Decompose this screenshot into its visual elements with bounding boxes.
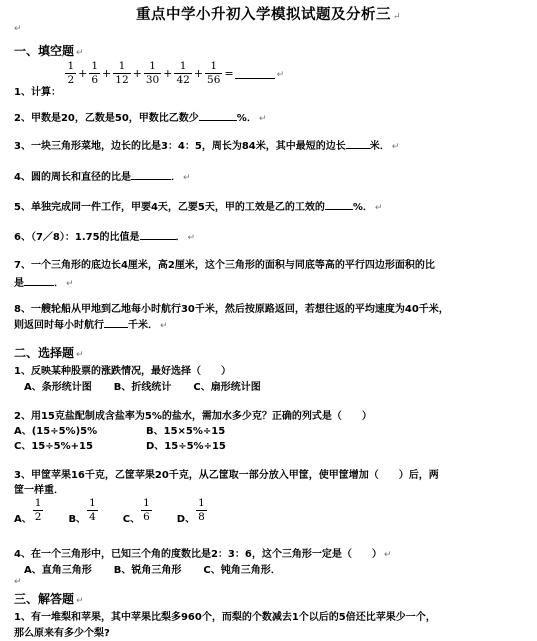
- option-b[interactable]: B、折线统计: [113, 382, 172, 393]
- numerator: 1: [143, 497, 150, 509]
- option-fraction: [87, 497, 98, 524]
- option-c[interactable]: C、15÷5%+15: [14, 441, 93, 452]
- answer-blank: [104, 317, 128, 328]
- option-a[interactable]: A、(15÷5%)5%: [14, 426, 98, 437]
- answer-blank: [24, 275, 54, 286]
- option-d[interactable]: D、15÷5%÷15: [146, 441, 226, 452]
- section-heading-multiple-choice: 二、选择题 ↵: [14, 346, 84, 360]
- denominator: 4: [89, 511, 96, 523]
- option-b[interactable]: B、15×5%÷15: [146, 426, 226, 437]
- answer-blank: [131, 169, 171, 180]
- denominator: 2: [34, 511, 42, 523]
- question-3-1-line1: 1、有一堆梨和苹果，其中苹果比梨多960个，而梨的个数减去1个以后的5倍还比苹果少一个，: [14, 612, 436, 623]
- numerator: 1: [174, 60, 191, 74]
- option-d[interactable]: [177, 497, 208, 524]
- question-1-6: 6、（7／8）：1.75的比值是 ． ↵: [14, 228, 195, 243]
- option-fraction: [33, 497, 44, 524]
- denominator: 6: [91, 74, 99, 86]
- option-a[interactable]: A、条形统计图: [24, 382, 92, 393]
- question-2-4-stem: 4、在一个三角形中，已知三个角的度数比是2：3：6，这个三角形一定是（ ） ↵: [14, 549, 392, 560]
- question-1-7-line2: 是 ． ↵: [14, 274, 74, 289]
- option-label: C、: [122, 513, 141, 525]
- question-1-2: 2、甲数是20，乙数是50，甲数比乙数少 %． ↵: [14, 109, 266, 124]
- numerator: 1: [198, 497, 205, 509]
- page-title: 重点中学小升初入学模拟试题及分析三 ↵: [135, 6, 402, 23]
- denominator: 56: [207, 74, 221, 86]
- numerator: 1: [144, 60, 161, 74]
- option-label: B、: [68, 513, 87, 525]
- question-1-8-line1: 8、一艘轮船从甲地到乙地每小时航行30千米，然后按原路返回，若想往返的平均速度为40千米，: [14, 304, 449, 315]
- denominator: 30: [145, 74, 160, 86]
- option-b[interactable]: [68, 497, 98, 524]
- denominator: 6: [143, 511, 150, 523]
- question-2-2-options-row1: [14, 422, 247, 437]
- section-heading-solve: 三、解答题 ↵: [14, 592, 84, 606]
- question-2-4-options: [24, 561, 303, 576]
- denominator: 8: [198, 511, 205, 523]
- answer-blank: [199, 110, 237, 121]
- paragraph-mark: ↵: [14, 24, 22, 34]
- option-label: D、: [176, 513, 196, 525]
- plus-sign: +: [78, 67, 88, 80]
- option-a[interactable]: A、直角三角形: [24, 565, 92, 576]
- denominator: 42: [176, 74, 190, 86]
- question-2-3-options: [14, 497, 232, 524]
- numerator: 1: [67, 60, 75, 72]
- answer-blank: [140, 229, 176, 240]
- fraction: [205, 60, 222, 87]
- numerator: 1: [205, 60, 222, 74]
- question-2-1-stem: 1、反映某种股票的涨跌情况，最好选择（ ）: [14, 366, 231, 377]
- fraction: [113, 60, 130, 87]
- question-2-3-line2: 筐一样重．: [14, 485, 64, 496]
- question-2-1-options: [24, 378, 283, 393]
- option-fraction: [196, 497, 207, 524]
- answer-blank: [235, 68, 275, 79]
- option-b[interactable]: B、锐角三角形: [113, 565, 182, 576]
- fraction: [174, 60, 191, 87]
- option-c[interactable]: C、钝角三角形．: [203, 565, 281, 576]
- paragraph-mark: ↵: [276, 69, 285, 80]
- section-heading-fill-in: 一、填空题 ↵: [14, 44, 84, 58]
- plus-sign: +: [132, 67, 142, 80]
- option-c[interactable]: [123, 497, 153, 524]
- question-2-3-line1: 3、甲筐苹果16千克，乙筐苹果20千克，从乙筐取一部分放入甲筐，使甲筐增加（ ）后，两: [14, 470, 439, 481]
- question-1-4: 4、圆的周长和直径的比是 ． ↵: [14, 168, 191, 183]
- question-1-3: 3、一块三角形菜地，边长的比是3：4：5，周长为84米，其中最短的边长 米． ↵: [14, 137, 399, 152]
- option-a[interactable]: [14, 497, 44, 524]
- fraction: [89, 60, 100, 87]
- denominator: 2: [67, 74, 75, 86]
- plus-sign: +: [102, 67, 112, 80]
- equals-sign: =: [224, 67, 234, 80]
- plus-sign: +: [163, 67, 173, 80]
- fraction: [144, 60, 161, 87]
- option-fraction: [141, 497, 152, 524]
- numerator: 1: [91, 60, 99, 72]
- fraction: [65, 60, 76, 87]
- denominator: 12: [115, 74, 129, 86]
- question-1-5: 5、单独完成同一件工作，甲要4天，乙要5天，甲的工效是乙的工效的 %． ↵: [14, 198, 382, 213]
- plus-sign: +: [193, 67, 204, 80]
- numerator: 1: [113, 60, 130, 74]
- question-1-7-line1: 7、一个三角形的底边长4厘米，高2厘米，这个三角形的面积与同底等高的平行四边形面积的比: [14, 260, 435, 271]
- option-label: A、: [14, 513, 32, 525]
- answer-blank: [325, 199, 353, 210]
- question-1-8-line2: 则返回时每小时航行 千米． ↵: [14, 316, 168, 331]
- question-1-1: 1、计算： $\frac{1}{2}$ + $\frac{1}{6}$ + $\frac{1}{12}$ + $\frac{1}{30}$ + $\frac{1}{42}$ + $\frac{1}{56}$ = ↵: [14, 60, 285, 98]
- paragraph-mark: ↵: [14, 577, 22, 587]
- answer-blank: [346, 138, 370, 149]
- option-c[interactable]: C、扇形统计图: [193, 382, 261, 393]
- numerator: 1: [34, 497, 42, 509]
- question-2-2-stem: 2、用15克盐配制成含盐率为5%的盐水，需加水多少克？正确的列式是（ ）: [14, 411, 372, 422]
- numerator: 1: [89, 497, 96, 509]
- question-2-2-options-row2: [14, 437, 248, 452]
- question-3-1-line2: 那么原来有多少个梨?: [14, 628, 110, 639]
